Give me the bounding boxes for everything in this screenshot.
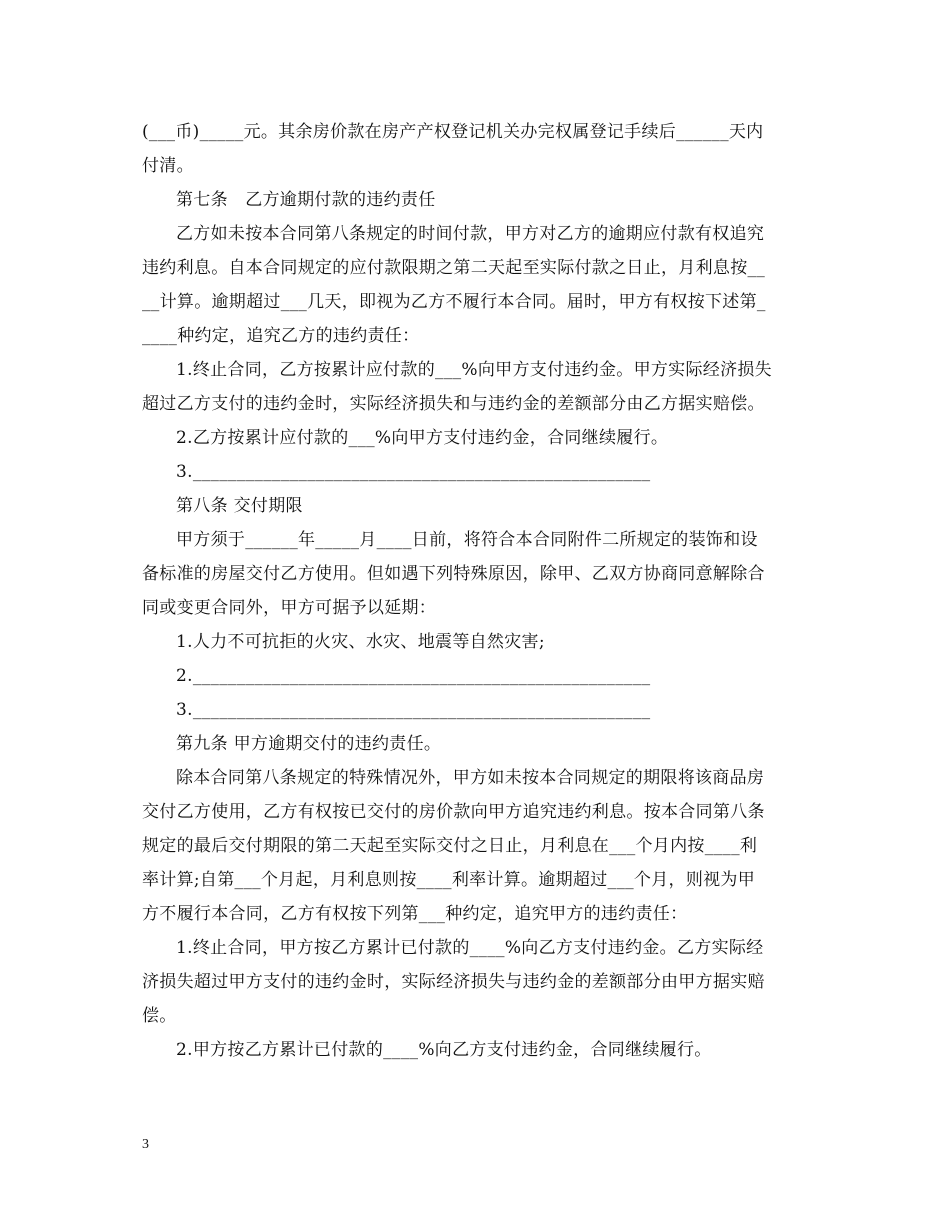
list-item: 1.终止合同，乙方按累计应付款的___%向甲方支付违约金。甲方实际经济损失 <box>176 360 772 380</box>
text-line: 超过乙方支付的违约金时，实际经济损失和与违约金的差额部分由乙方据实赔偿。 <box>142 394 765 414</box>
article-7-heading: 第七条 乙方逾期付款的违约责任 <box>176 190 436 210</box>
list-item: 1.人力不可抗拒的火灾、水灾、地震等自然灾害; <box>176 632 545 652</box>
text-line: 规定的最后交付期限的第二天起至实际交付之日止，月利息在___个月内按____利 <box>142 836 758 856</box>
list-item-blank: 3.____________________________________________________ <box>176 700 651 720</box>
list-item: 1.终止合同，甲方按乙方累计已付款的____%向乙方支付违约金。乙方实际经 <box>176 938 764 958</box>
article-8-heading: 第八条 交付期限 <box>176 496 303 516</box>
text-line: 方不履行本合同，乙方有权按下列第___种约定，追究甲方的违约责任： <box>142 904 688 924</box>
text-line: 除本合同第八条规定的特殊情况外，甲方如未按本合同规定的期限将该商品房 <box>176 768 765 788</box>
text-line: 违约利息。自本合同规定的应付款限期之第二天起至实际付款之日止，月利息按__ <box>142 258 766 278</box>
text-line: 率计算;自第___个月起，月利息则按____利率计算。逾期超过___个月，则视为甲 <box>142 870 756 890</box>
text-line: (___币)_____元。其余房价款在房产产权登记机关办完权属登记手续后______天内 <box>142 122 764 142</box>
list-item-blank: 3.____________________________________________________ <box>176 462 651 482</box>
text-line: 偿。 <box>142 1006 177 1026</box>
document-body <box>142 115 810 1067</box>
text-line: 同或变更合同外，甲方可据予以延期： <box>142 598 437 618</box>
text-line: __计算。逾期超过___几天，即视为乙方不履行本合同。届时，甲方有权按下述第_ <box>142 292 766 312</box>
page-number: 3 <box>142 1137 149 1152</box>
text-line: 甲方须于______年_____月____日前，将符合本合同附件二所规定的装饰和设 <box>176 530 758 550</box>
text-line: 济损失超过甲方支付的违约金时，实际经济损失与违约金的差额部分由甲方据实赔 <box>142 972 765 992</box>
text-line: ____种约定，追究乙方的违约责任： <box>142 326 420 346</box>
text-line: 付清。 <box>142 156 194 176</box>
list-item-blank: 2.____________________________________________________ <box>176 666 651 686</box>
list-item: 2.乙方按累计应付款的___%向甲方支付违约金，合同继续履行。 <box>176 428 669 448</box>
text-line: 乙方如未按本合同第八条规定的时间付款，甲方对乙方的逾期应付款有权追究 <box>176 224 765 244</box>
text-line: 备标准的房屋交付乙方使用。但如遇下列特殊原因，除甲、乙双方协商同意解除合 <box>142 564 765 584</box>
list-item: 2.甲方按乙方累计已付款的____%向乙方支付违约金，合同继续履行。 <box>176 1040 712 1060</box>
article-9-heading: 第九条 甲方逾期交付的违约责任。 <box>176 734 442 754</box>
text-line: 交付乙方使用，乙方有权按已交付的房价款向甲方追究违约利息。按本合同第八条 <box>142 802 765 822</box>
